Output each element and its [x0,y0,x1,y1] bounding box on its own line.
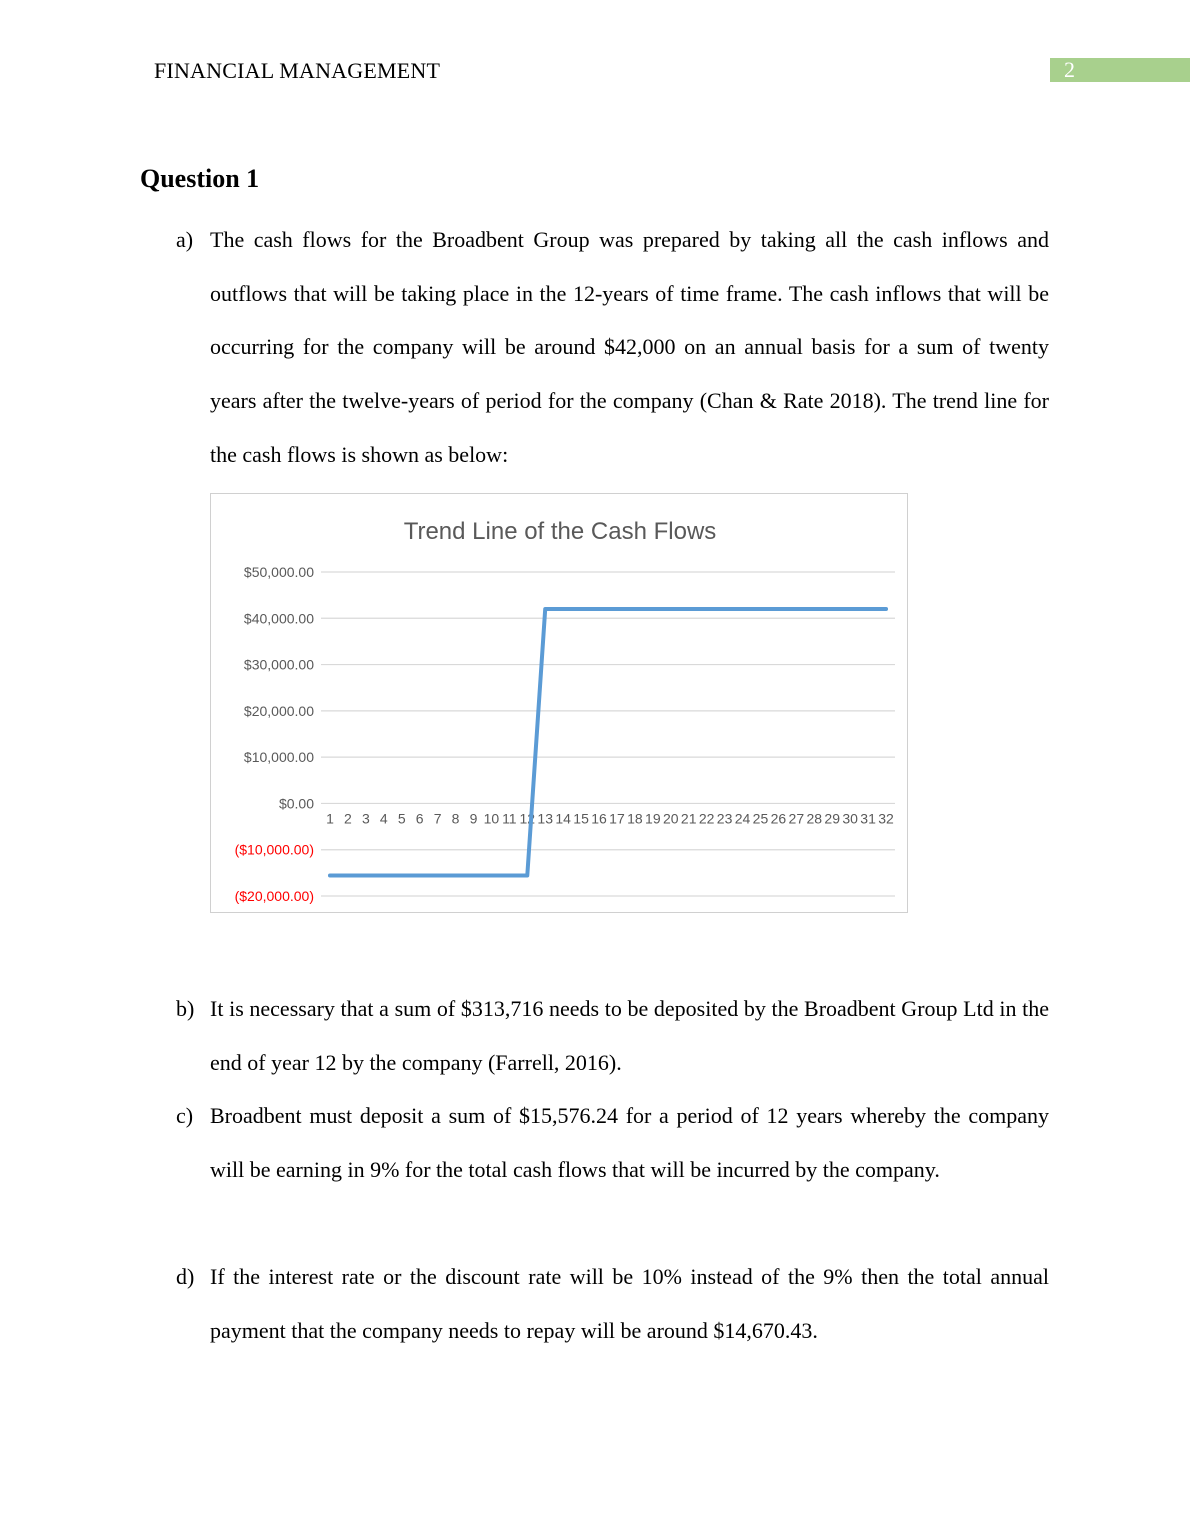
y-tick-label: $20,000.00 [243,702,314,719]
paragraph-text: The cash flows for the Broadbent Group was prepared by taking all the cash inflows and outflows that will be taking place in the 12-years of time frame. The cash inflows that will be occurring for the company will be around $42,000 on an annual basis for a sum of twenty years after the twelve-years of period for the company (Chan & Rate 2018). The trend line for the cash flows is shown as below: [210,227,1049,467]
x-tick-label: 8 [451,810,460,827]
x-tick-label: 29 [824,810,841,827]
x-tick-label: 23 [716,810,733,827]
x-tick-label: 1 [326,810,334,827]
x-tick-label: 12 [519,810,536,827]
list-item-c [176,1089,1049,1196]
paragraph-text: If the interest rate or the discount rate will be 10% instead of the 9% then the total annual payment that the company needs to repay will be around $14,670.43. [210,1264,1049,1343]
chart-title: Trend Line of the Cash Flows [403,518,717,545]
chart-y-axis [235,564,315,904]
running-header: FINANCIAL MANAGEMENT [154,58,441,83]
x-tick-label: 13 [537,810,554,827]
x-tick-label: 26 [770,810,787,827]
x-tick-label: 10 [483,810,500,827]
x-tick-label: 15 [573,810,589,827]
list-marker: b) [176,996,195,1021]
y-tick-label: $10,000.00 [243,749,314,766]
x-tick-label: 25 [752,810,769,827]
x-tick-label: 17 [609,810,625,827]
chart-x-axis [326,810,894,826]
list-item-a [176,213,1049,482]
x-tick-label: 32 [878,810,894,827]
list-item-b [176,982,1049,1089]
cash-flow-chart [210,493,908,913]
x-tick-label: 30 [842,810,858,827]
x-tick-label: 4 [379,810,388,827]
x-tick-label: 18 [627,810,643,827]
x-tick-label: 27 [788,810,805,827]
x-tick-label: 9 [469,810,478,827]
x-tick-label: 28 [806,810,823,827]
paragraph-text: It is necessary that a sum of $313,716 needs to be deposited by the Broadbent Group Ltd in the end of year 12 by the company (Farrell, 2016). [210,996,1049,1075]
list-item-d [176,1250,1049,1357]
y-tick-label: $50,000.00 [243,564,314,580]
y-tick-label: $30,000.00 [243,656,314,673]
x-tick-label: 19 [645,810,661,827]
list-marker: d) [176,1264,195,1289]
y-tick-label: $0.00 [278,795,314,812]
x-tick-label: 16 [591,810,607,827]
x-tick-label: 14 [555,810,571,827]
page-number-badge [1050,58,1190,82]
y-tick-label: ($10,000.00) [234,841,314,858]
paragraph-text: Broadbent must deposit a sum of $15,576.24 for a period of 12 years whereby the company will be earning in 9% for the total cash flows that will be incurred by the company. [210,1103,1049,1182]
list-marker: c) [176,1103,194,1128]
y-tick-label: $40,000.00 [243,610,314,627]
section-heading: Question 1 [140,164,260,193]
page-number: 2 [1064,57,1075,82]
x-tick-label: 21 [680,810,697,827]
chart-series [330,609,886,875]
x-tick-label: 7 [433,810,442,827]
series-line-0 [330,609,886,875]
x-tick-label: 5 [397,810,406,827]
y-tick-label: ($20,000.00) [234,888,314,904]
x-tick-label: 3 [361,810,370,827]
list-marker: a) [176,227,194,252]
x-tick-label: 11 [502,810,517,827]
x-tick-label: 20 [662,810,679,827]
x-tick-label: 24 [734,810,751,827]
x-tick-label: 2 [344,810,352,827]
chart-gridlines [321,572,895,896]
x-tick-label: 6 [415,810,424,827]
x-tick-label: 22 [698,810,715,827]
x-tick-label: 31 [860,810,876,827]
chart-canvas [211,494,909,914]
